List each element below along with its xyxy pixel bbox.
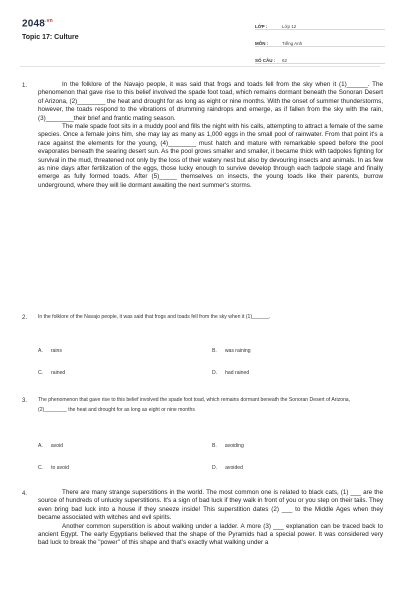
- q2-option-b[interactable]: B. was raining: [212, 348, 251, 354]
- brand-logo: $2048^{.vn}$: [22, 18, 53, 30]
- question-number-1: 1.: [22, 83, 28, 89]
- passage-1: [38, 81, 383, 190]
- passage-4-paragraph-2: Another common superstition is about walking under a ladder. A more (3) ___ explanation can be traced back to ancient Egypt. The early Egyptians believed that the shape of the Pyramids had a special power. It was considered very bad luck to break the "power" of this shape and that's exactly what walking under a: [38, 522, 383, 547]
- passage-4: [38, 489, 383, 548]
- q3-option-d[interactable]: D. avoided: [212, 465, 243, 471]
- q2-option-c[interactable]: C. rained: [38, 370, 66, 376]
- passage-1-paragraph-2: The male spade foot sits in a muddy pool and fills the night with his calls, attempting to attract a female of the same species. Once a female joins him, she may lay as many as 1,000 eggs in the small pool of rainwater. From that point it's a race against the elements for the young, (4)________ must hatch and mature with remarkable speed before the pool evaporates beneath the searing desert sun. As the pool grows smaller and smaller, it became thick with tadpoles fighting for survival in the mud, threatened not only by the loss of their watery nest but also by devouring insects and animals. In as few as nine days after fertilization of the eggs, those lucky enough to survive develop through each tadpole stage and finally emerge as fully formed toads. After (5)_____ themselves on insects, the young toads like their parents, burrow underground, where they will lie dormant awaiting the next summer's storms.: [38, 123, 383, 189]
- q3-option-a[interactable]: A. avoid: [38, 443, 64, 449]
- q2-option-d[interactable]: D. had rained: [212, 370, 250, 376]
- q3-option-b[interactable]: B. avoiding: [212, 443, 244, 449]
- meta-subject: MÔN : Tiếng Anh: [255, 34, 385, 47]
- header-divider: [20, 66, 380, 67]
- question-3-text: The phenomenon that gave rise to this belief involved the spade foot toad, which remains dormant beneath the Sonoran Desert of Arizona, (2)________ the heat and drought for as long as eight or nine months: [38, 397, 351, 413]
- meta-class: LỚP : Lớp 12: [255, 17, 385, 30]
- q3-option-c[interactable]: C. to avoid: [38, 465, 69, 471]
- question-number-4: 4.: [22, 491, 28, 497]
- passage-1-paragraph-1: In the folklore of the Navajo people, it was said that frogs and toads fell from the sky when it (1)______. The phenomenon that gave rise to this belief involved the spade foot toad, which remains dormant beneath the Sonoran Desert of Arizona, (2)________ the heat and drought for as long as eight or nine months. With the onset of summer thunderstorms, however, the toads respond to the vibrations of drumming raindrops and emerge, as if fallen from the sky with the rain, (3)________their brief and frantic mating season.: [38, 81, 383, 122]
- question-number-2: 2.: [22, 315, 28, 321]
- q2-option-a[interactable]: A. rains: [38, 348, 62, 354]
- page-header: [0, 0, 400, 62]
- meta-info: [255, 17, 385, 68]
- question-number-3: 3.: [22, 398, 28, 404]
- passage-4-paragraph-1: There are many strange superstitions in the world. The most common one is related to black cats, (1) ___ are the source of hundreds of unlucky superstitions. It's a sign of bad luck if they walk in front of you or you step on their tails. They even bring bad luck into a house if they sneeze inside! This superstition dates (2) ___ to the Middle Ages when they became associated with witches and evil spirits.: [38, 489, 383, 522]
- topic-title: Topic 17: Culture: [22, 34, 79, 41]
- meta-count: SỐ CÂU : 62: [255, 51, 385, 64]
- question-2-text: In the folklore of the Navajo people, it was said that frogs and toads fell from the sky when it (1)______.: [38, 314, 271, 320]
